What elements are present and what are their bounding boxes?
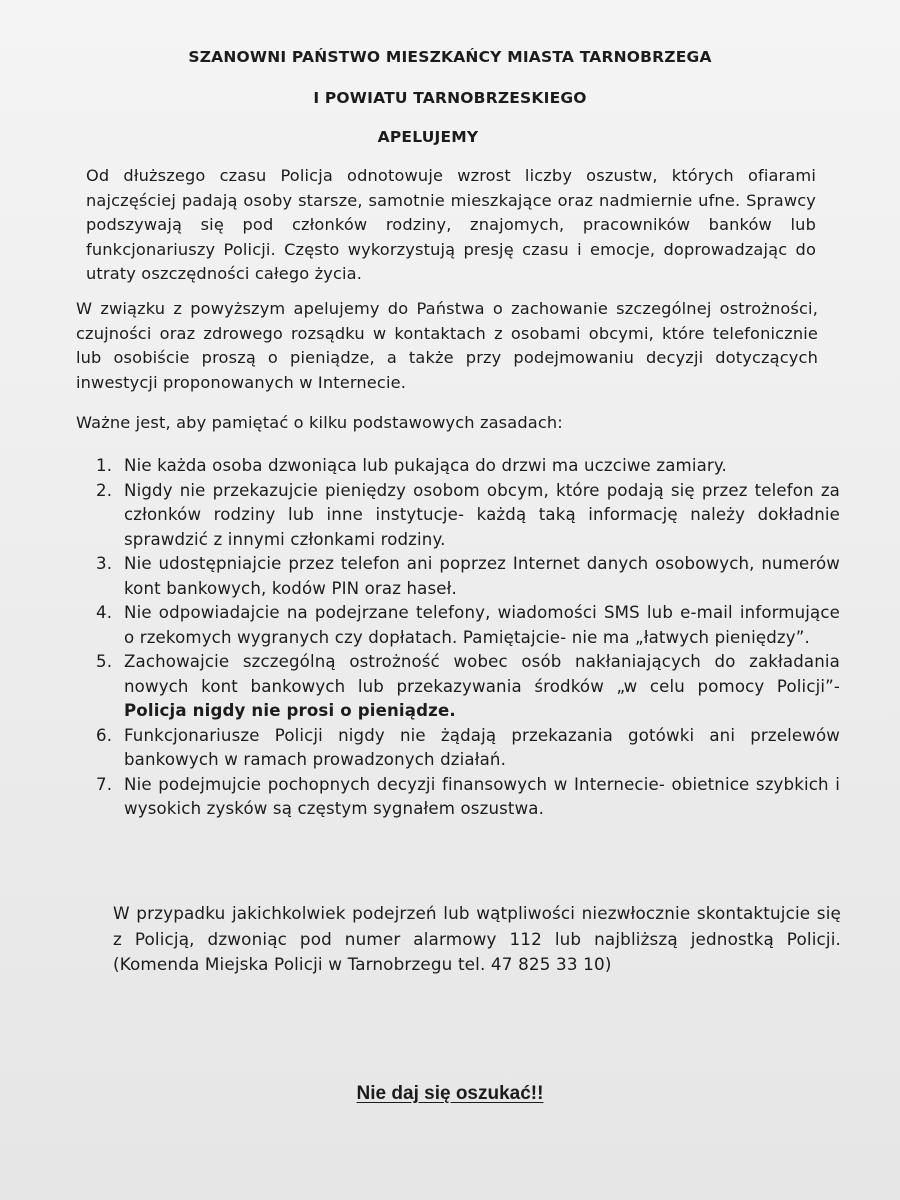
rule-text: Funkcjonariusze Policji nigdy nie żądają przekazania gotówki ani przelewów bankowych w ramach prowadzonych działań. (124, 725, 840, 769)
closing-slogan: Nie daj się oszukać!! (356, 1083, 544, 1104)
heading-appeal: APELUJEMY (377, 128, 479, 146)
rule-number: 5. (96, 652, 113, 671)
rule-number: 3. (96, 554, 113, 573)
rule-number: 1. (96, 456, 113, 475)
rule-text: Nie podejmujcie pochopnych decyzji finansowych w Internecie- obietnice szybkich i wysokich zysków są częstym sygnałem oszustwa. (124, 774, 840, 818)
paragraph-contact: W przypadku jakichkolwiek podejrzeń lub wątpliwości niezwłocznie skontaktujcie się z Policją, dzwoniąc pod numer alarmowy 112 lub najbliższą jednostką Policji. (Komenda Miejska Policji w Tarnobrzegu tel. 47 825 33 10) (113, 903, 841, 974)
rule-number: 4. (96, 603, 113, 622)
rule-bold-text: Policja nigdy nie prosi o pieniądze. (124, 701, 456, 720)
rule-item (92, 724, 840, 773)
rule-item (92, 773, 840, 822)
rule-text: Nie udostępniajcie przez telefon ani poprzez Internet danych osobowych, numerów kont bankowych, kodów PIN oraz haseł. (124, 554, 840, 598)
rule-text: Nie odpowiadajcie na podejrzane telefony, wiadomości SMS lub e-mail informujące o rzekomych wygranych czy dopłatach. Pamiętajcie- nie ma „łatwych pieniędzy”. (124, 603, 840, 647)
heading-line-2: I POWIATU TARNOBRZESKIEGO (313, 89, 587, 107)
rule-item (92, 479, 840, 553)
rule-number: 7. (96, 774, 113, 794)
rule-item (92, 650, 840, 724)
rule-number: 2. (96, 480, 113, 500)
rules-list (92, 454, 840, 822)
rule-text: Zachowajcie szczególną ostrożność wobec osób nakłaniających do zakładania nowych kont bankowych lub przekazywania środków „w celu pomocy Policji”- (124, 652, 840, 696)
rule-number: 6. (96, 725, 113, 745)
rule-item (92, 601, 840, 650)
rule-text: Nie każda osoba dzwoniąca lub pukająca do drzwi ma uczciwe zamiary. (124, 456, 727, 475)
paragraph-intro: Od dłuższego czasu Policja odnotowuje wzrost liczby oszustw, których ofiarami najczęściej padają osoby starsze, samotnie mieszkające oraz nadmiernie ufne. Sprawcy podszywają się pod członków rodziny, znajomych, pracowników banków lub funkcjonariuszy Policji. Często wykorzystują presję czasu i emocje, doprowadzając do utraty oszczędności całego życia. (86, 166, 816, 283)
paragraph-appeal: W związku z powyższym apelujemy do Państwa o zachowanie szczególnej ostrożności, czujności oraz zdrowego rozsądku w kontaktach z osobami obcymi, które telefonicznie lub osobiście proszą o pieniądze, a także przy podejmowaniu decyzji dotyczących inwestycji proponowanych w Internecie. (76, 299, 818, 392)
rule-item (92, 552, 840, 601)
rule-item (92, 454, 840, 479)
rule-text: Nigdy nie przekazujcie pieniędzy osobom obcym, które podają się przez telefon za członków rodziny lub inne instytucje- każdą taką informację należy dokładnie sprawdzić z innymi członkami rodziny. (124, 480, 840, 549)
heading-line-1: SZANOWNI PAŃSTWO MIESZKAŃCY MIASTA TARNOBRZEGA (188, 48, 712, 66)
paragraph-rules-intro: Ważne jest, aby pamiętać o kilku podstawowych zasadach: (76, 413, 563, 432)
